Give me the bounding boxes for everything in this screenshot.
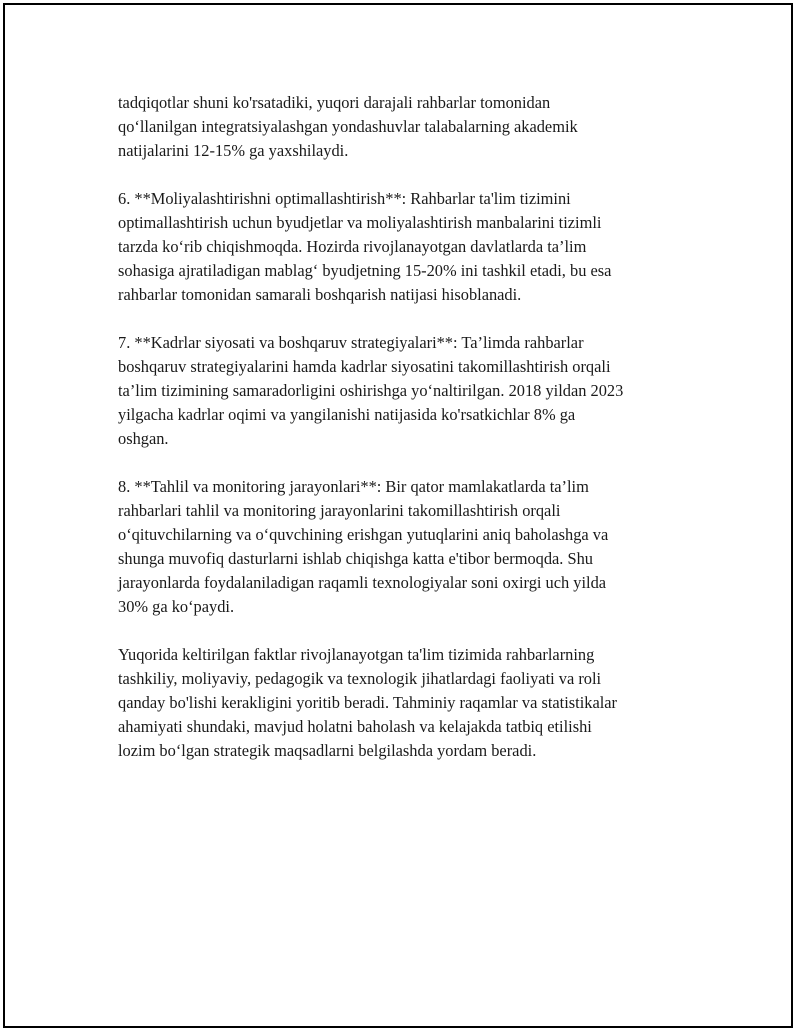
paragraph-conclusion: Yuqorida keltirilgan faktlar rivojlanayotgan ta'lim tizimida rahbarlarning tashkiliy, moliyaviy, pedagogik va texnologik jihatlardagi faoliyati va roli qanday bo'lishi kerakligini yoritib beradi. Tahminiy raqamlar va statistikalar ahamiyati shundaki, mavjud holatni baholash va kelajakda tatbiq etilishi lozim bo‘lgan strategik maqsadlarni belgilashda yordam beradi.	[118, 645, 618, 760]
paragraph-item-6-financing: 6. **Moliyalashtirishni optimallashtirish**: Rahbarlar ta'lim tizimini optimallashtirish uchun byudjetlar va moliyalashtirish manbalarini tizimli tarzda ko‘rib chiqishmoqda. Hozirda rivojlanayotgan davlatlarda ta’lim sohasiga ajratiladigan mablag‘ byudjetning 15-20% ini tashkil etadi, bu esa rahbarlar tomonidan samarali boshqarish natijasi hisoblanadi.	[118, 189, 612, 304]
document-body	[118, 91, 688, 787]
paragraph-research-findings: tadqiqotlar shuni ko'rsatadiki, yuqori darajali rahbarlar tomonidan qo‘llanilgan integratsiyalashgan yondashuvlar talabalarning akademik natijalarini 12-15% ga yaxshilaydi.	[118, 93, 578, 160]
paragraph-item-7-personnel: 7. **Kadrlar siyosati va boshqaruv strategiyalari**: Ta’limda rahbarlar boshqaruv strategiyalarini hamda kadrlar siyosatini takomillashtirish orqali ta’lim tizimining samaradorligini oshirishga yo‘naltirilgan. 2018 yildan 2023 yilgacha kadrlar oqimi va yangilanishi natijasida ko'rsatkichlar 8% ga oshgan.	[118, 333, 624, 448]
paragraph-item-8-monitoring: 8. **Tahlil va monitoring jarayonlari**: Bir qator mamlakatlarda ta’lim rahbarlari tahlil va monitoring jarayonlarini takomillashtirish orqali o‘qituvchilarning va o‘quvchining erishgan yutuqlarini aniq baholashga va shunga muvofiq dasturlarni ishlab chiqishga katta e'tibor bermoqda. Shu jarayonlarda foydalaniladigan raqamli texnologiyalar soni oxirgi uch yilda 30% ga ko‘paydi.	[118, 477, 609, 616]
